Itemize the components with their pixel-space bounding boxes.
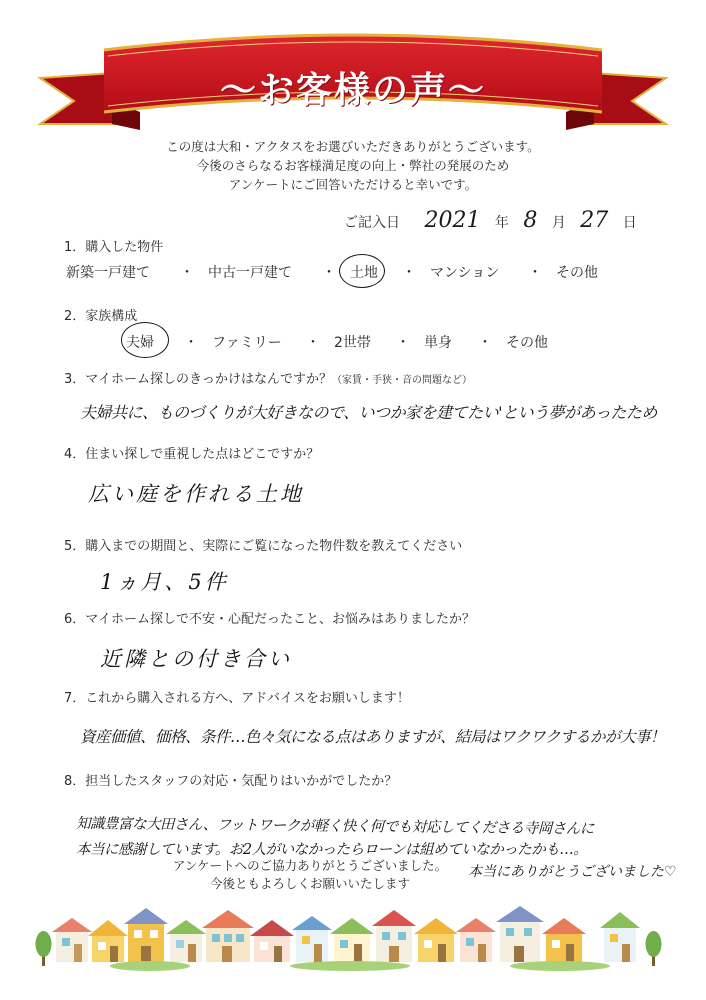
question-7: 7．これから購入される方へ、アドバイスをお願いします！: [64, 691, 410, 706]
question-3-text: 3．マイホーム探しのきっかけはなんですか？: [64, 372, 333, 387]
date-label: ご記入日: [344, 215, 400, 231]
option-new-house: 新築一戸建て: [66, 265, 150, 281]
answer-8-line-1: 知識豊富な大田さん、フットワークが軽く快く何でも対応してくださる寺岡さんに: [75, 816, 594, 838]
answer-3: 夫婦共に、ものづくりが大好きなので、いつか家を建てたい'という夢があったため: [80, 403, 657, 422]
question-2: 2．家族構成: [64, 309, 138, 324]
option-other: その他: [506, 335, 548, 351]
house-icon: [600, 912, 640, 962]
answer-7: 資産価値、価格、条件…色々気になる点はありますが、結局はワクワクするかが大事！: [80, 728, 666, 746]
date-month-unit: 月: [551, 215, 566, 231]
selected-circle-land: [339, 254, 385, 288]
tree-icon: [36, 931, 52, 966]
answer-8-line-3: 本当にありがとうございました♡: [468, 864, 677, 880]
question-3-note: （家賃・手狭・音の問題など）: [332, 375, 473, 386]
answer-5: 1ヵ月、5件: [100, 570, 229, 594]
date-year-unit: 年: [494, 215, 509, 231]
option-used-house: 中古一戸建て: [208, 265, 292, 281]
option-land: 土地: [350, 265, 378, 281]
question-5: 5．購入までの期間と、実際にご覧になった物件数を教えてください: [64, 539, 463, 554]
question-6: 6．マイホーム探しで不安・心配だったこと、お悩みはありましたか？: [64, 612, 476, 627]
house-icon: [52, 918, 92, 962]
house-icon: [496, 906, 544, 962]
page-title: ～お客様の声～: [219, 70, 486, 111]
tree-icon: [646, 931, 662, 966]
intro-line: この度は大和・アクタスをお選びいただきありがとうございます。: [166, 139, 540, 154]
house-icon: [166, 920, 206, 962]
house-icon: [292, 916, 332, 962]
house-icon: [250, 920, 294, 962]
intro-line: アンケートにご回答いただけると幸いです。: [228, 177, 478, 192]
date-year: 2021: [424, 208, 481, 233]
answer-4: 広い庭を作れる土地: [88, 482, 304, 506]
option-other: その他: [556, 265, 598, 281]
answer-8-line-2: 本当に感謝しています。お2人がいなかったらローンは組めていなかったかも…。: [76, 842, 588, 858]
entry-date: [344, 208, 637, 233]
intro-text: [100, 137, 606, 194]
option-mansion: マンション: [430, 265, 500, 281]
house-icon: [330, 918, 374, 962]
house-icon: [88, 920, 128, 962]
option-family: ファミリー: [212, 335, 282, 351]
house-icon: [414, 918, 458, 962]
house-icon: [202, 910, 254, 962]
house-icon: [372, 910, 416, 962]
house-icon: [456, 918, 496, 962]
question-1: 1．購入した物件: [64, 240, 164, 255]
house-icon: [124, 908, 168, 962]
question-3: [64, 368, 472, 387]
date-month: 8: [523, 208, 538, 233]
option-single: 単身: [424, 335, 452, 351]
answer-6: 近隣との付き合い: [100, 647, 292, 671]
thanks-line: 今後ともよろしくお願いいたします: [209, 876, 410, 891]
houses-illustration: [0, 900, 706, 1000]
date-day-unit: 日: [622, 215, 637, 231]
date-day: 27: [580, 208, 609, 233]
thanks-line: アンケートへのご協力ありがとうございました。: [172, 858, 448, 873]
question-4: 4．住まい探しで重視した点はどこですか？: [64, 447, 320, 462]
option-two-generation: 2世帯: [334, 335, 371, 351]
house-icon: [542, 918, 586, 962]
selected-circle-couple: [121, 322, 169, 358]
question-8: 8．担当したスタッフの対応・気配りはいかがでしたか？: [64, 774, 398, 789]
intro-line: 今後のさらなるお客様満足度の向上・弊社の発展のため: [196, 158, 510, 173]
thanks-text: [160, 857, 460, 893]
option-couple: 夫婦: [126, 335, 154, 351]
